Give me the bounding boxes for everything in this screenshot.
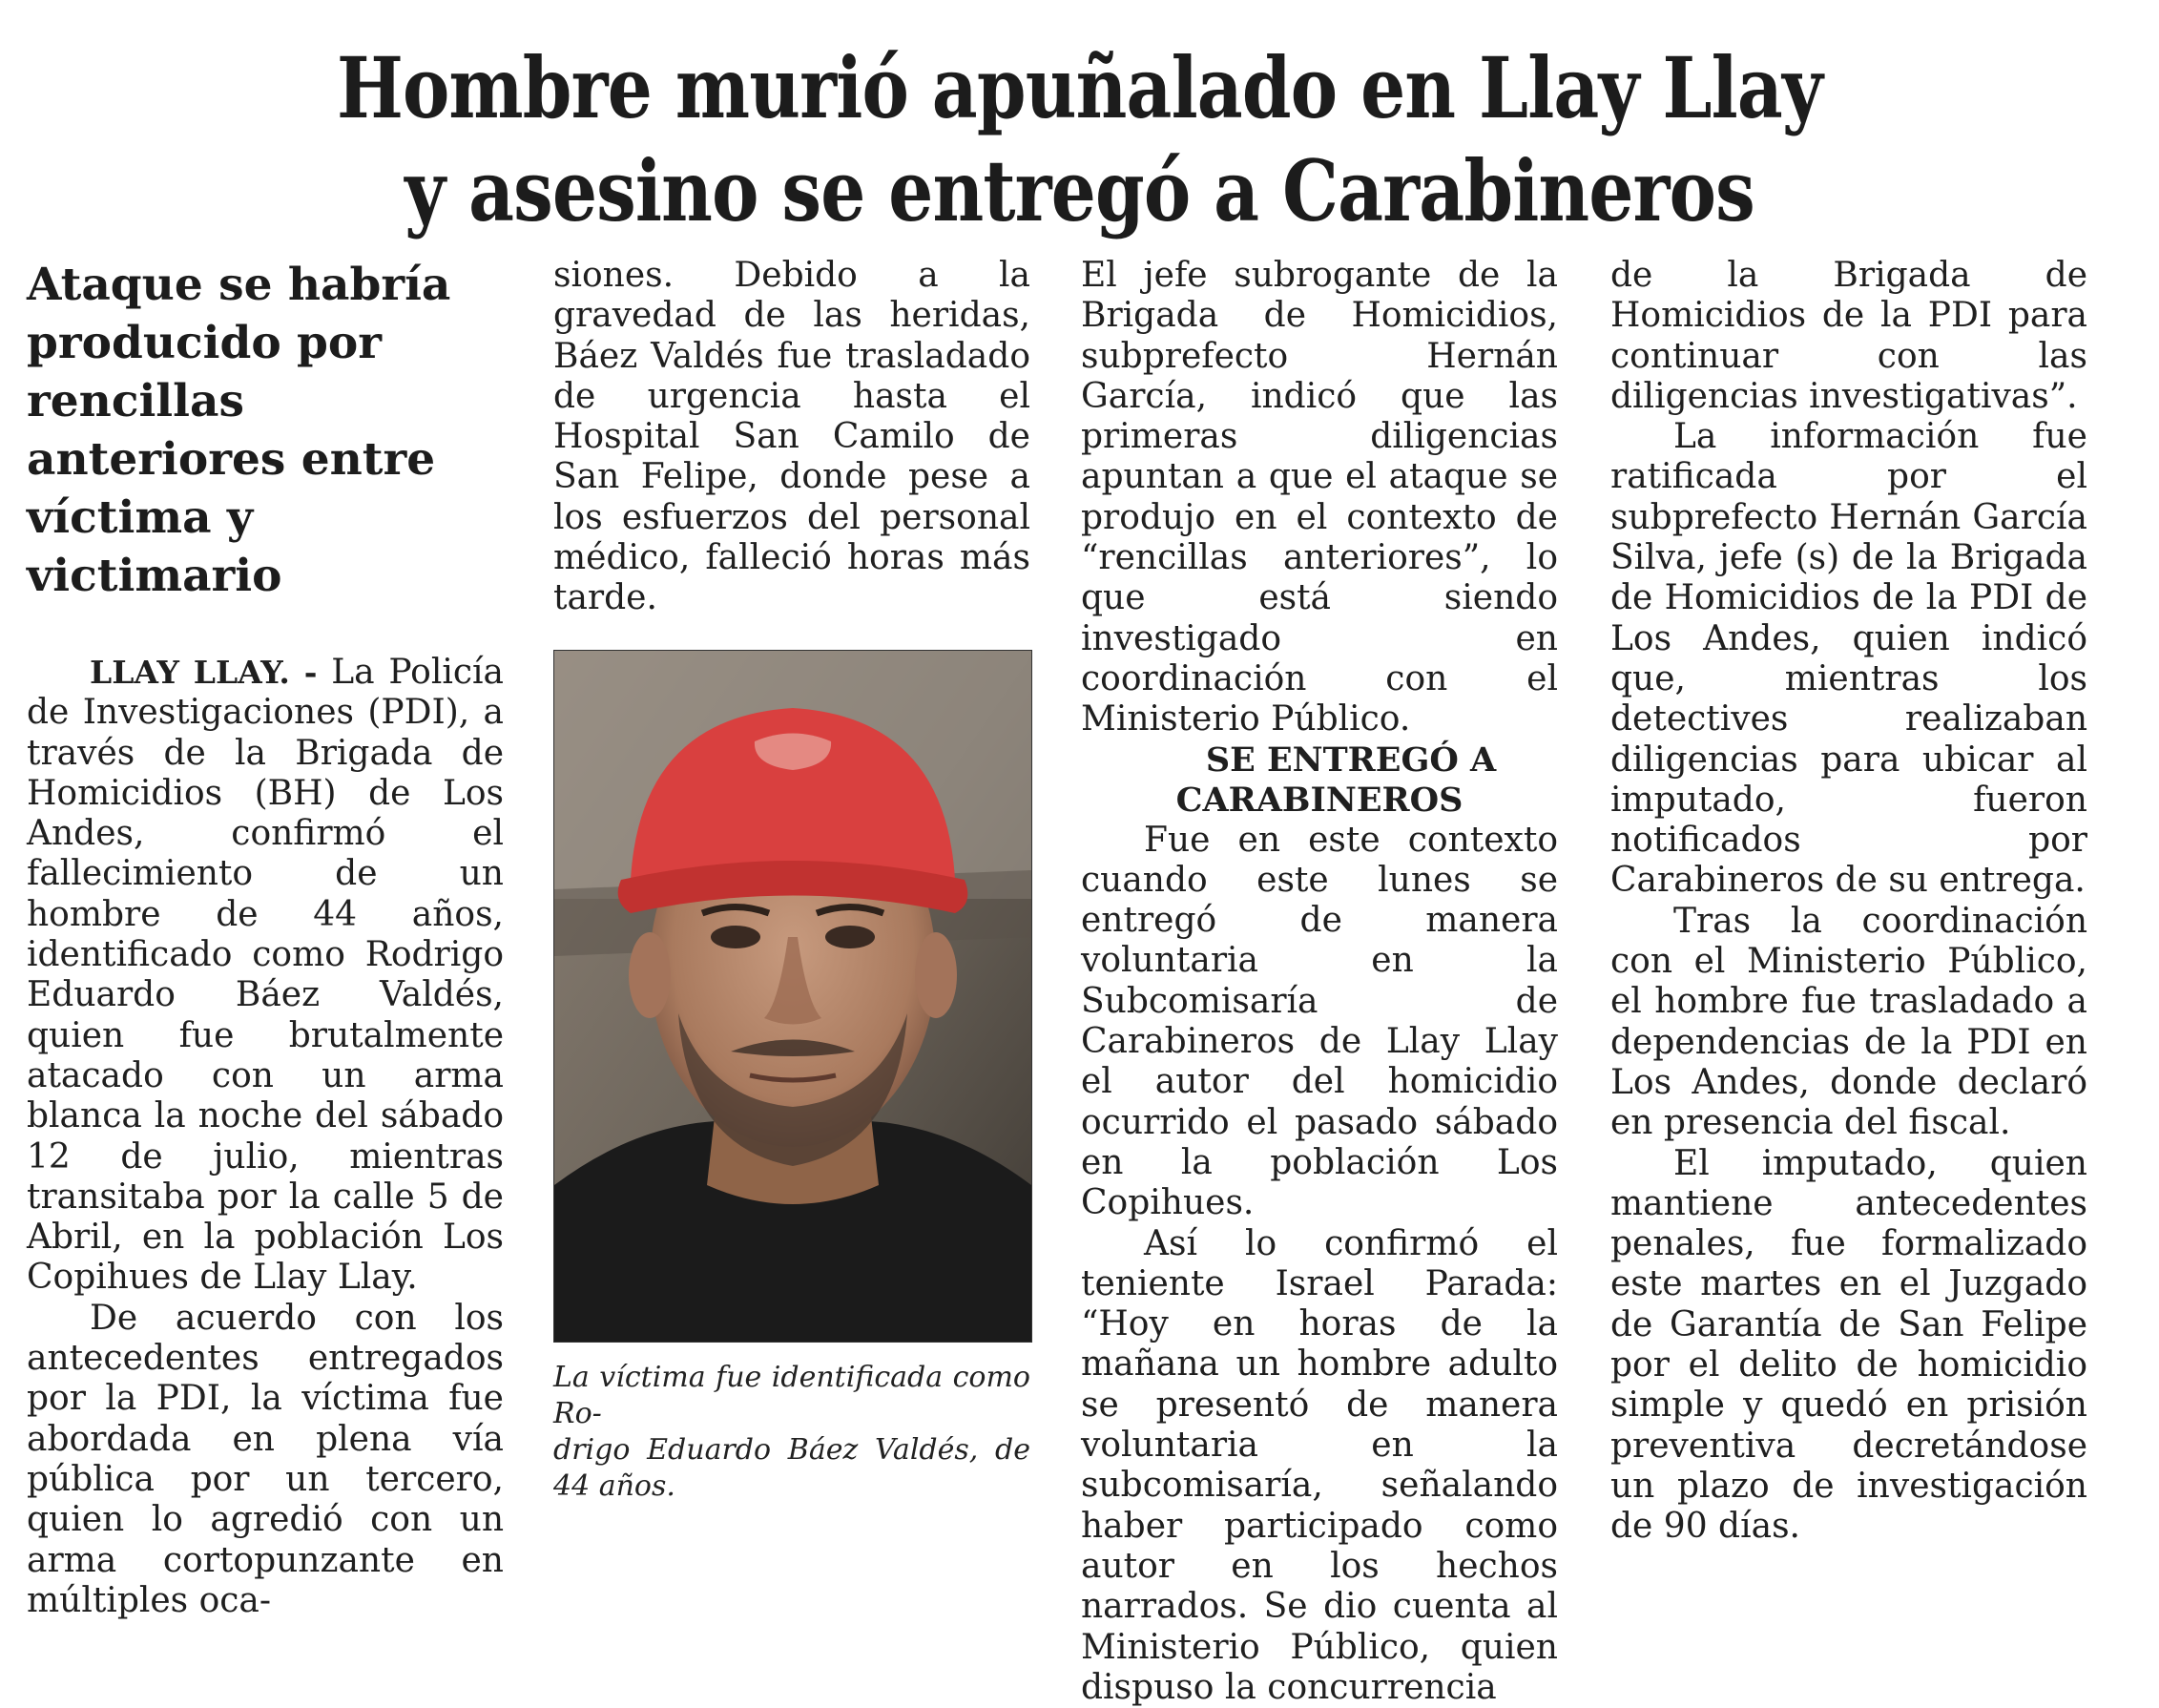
caption-line-1: La víctima fue identificada como Ro- [553, 1360, 1030, 1430]
column-3 [1081, 256, 1558, 1708]
section-heading-line-1: SE ENTREGÓ A [1205, 739, 1497, 780]
victim-photo-image [554, 651, 1031, 1342]
column-2 [553, 256, 1030, 1505]
subheadline: Ataque se habría producido por rencillas anteriores entre víctima y victimario [27, 259, 451, 602]
section-heading [1081, 740, 1558, 821]
paragraph-lead [27, 653, 504, 1299]
paragraph-6: La información fue ratificada por el subprefecto Hernán García Silva, jefe (s) de la Brigada de Homicidios de la PDI de Los Andes, quien indicó que, mientras los detectives realizaban diligencias para ubicar al imputado, fueron notificados por Carabineros de su entrega. [1610, 417, 2087, 901]
paragraph-2-continued: siones. Debido a la gravedad de las heridas, Báez Valdés fue trasladado de urgencia hasta el Hospital San Camilo de San Felipe, donde pese a los esfuerzos del personal médico, falleció horas más tarde. [553, 256, 1030, 618]
victim-photo [553, 650, 1032, 1343]
headline-line-2: y asesino se entregó a Carabineros [405, 141, 1754, 240]
paragraph-8: El imputado, quien mantiene antecedentes penales, fue formalizado este martes en el Juzgado de Garantía de San Felipe por el delito de homicidio simple y quedó en prisión preventiva decretándose un plazo de investigación de 90 días. [1610, 1143, 2087, 1547]
dateline: LLAY LLAY. - [90, 654, 318, 691]
headline [173, 36, 1986, 242]
column-1 [27, 256, 504, 1621]
column-4 [1610, 256, 2087, 1548]
caption-line-2: drigo Eduardo Báez Valdés, de 44 años. [553, 1432, 1030, 1503]
photo-caption [553, 1360, 1030, 1505]
paragraph-4: Fue en este contexto cuando este lunes se entregó de manera voluntaria en la Subcomisaría de Carabineros de Llay Llay el autor del homicidio ocurrido el pasado sábado en la población Los Copihues. [1081, 820, 1558, 1223]
paragraph-5-continued: de la Brigada de Homicidios de la PDI para continuar con las diligencias investigativas”. [1610, 256, 2087, 416]
paragraph-2 [27, 1299, 504, 1621]
paragraph-1-text: La Policía de Investigaciones (PDI), a través de la Brigada de Homicidios (BH) de Los Andes, confirmó el fallecimiento de un hombre de 44 años, identificado como Rodrigo Eduardo Báez Valdés, quien fue brutalmente atacado con un arma blanca la noche del sábado 12 de julio, mientras transitaba por la calle 5 de Abril, en la población Los Copihues de Llay Llay. [27, 653, 504, 1298]
paragraph-5: Así lo confirmó el teniente Israel Parada: “Hoy en horas de la mañana un hombre adulto se presentó de manera voluntaria en la subcomisaría, señalando haber participado como autor en los hechos narrados. Se dio cuenta al Ministerio Público, quien dispuso la concurrencia [1081, 1223, 1558, 1707]
section-heading-line-2: CARABINEROS [1175, 780, 1464, 820]
paragraph-3: El jefe subrogante de la Brigada de Homicidios, subprefecto Hernán García, indicó que las primeras diligencias apuntan a que el ataque se produjo en el contexto de “rencillas anteriores”, lo que está siendo investigado en coordinación con el Ministerio Público. [1081, 256, 1558, 739]
headline-line-1: Hombre murió apuñalado en Llay Llay [336, 38, 1823, 137]
paragraph-2-part-a: De acuerdo con los antecedentes entregados por la PDI, la víctima fue abordada en plena vía pública por un tercero, quien lo agredió con un arma cortopunzante en múltiples oca- [27, 1298, 504, 1620]
paragraph-7: Tras la coordinación con el Ministerio Público, el hombre fue trasladado a dependencias de la PDI en Los Andes, donde declaró en presencia del fiscal. [1610, 901, 2087, 1143]
